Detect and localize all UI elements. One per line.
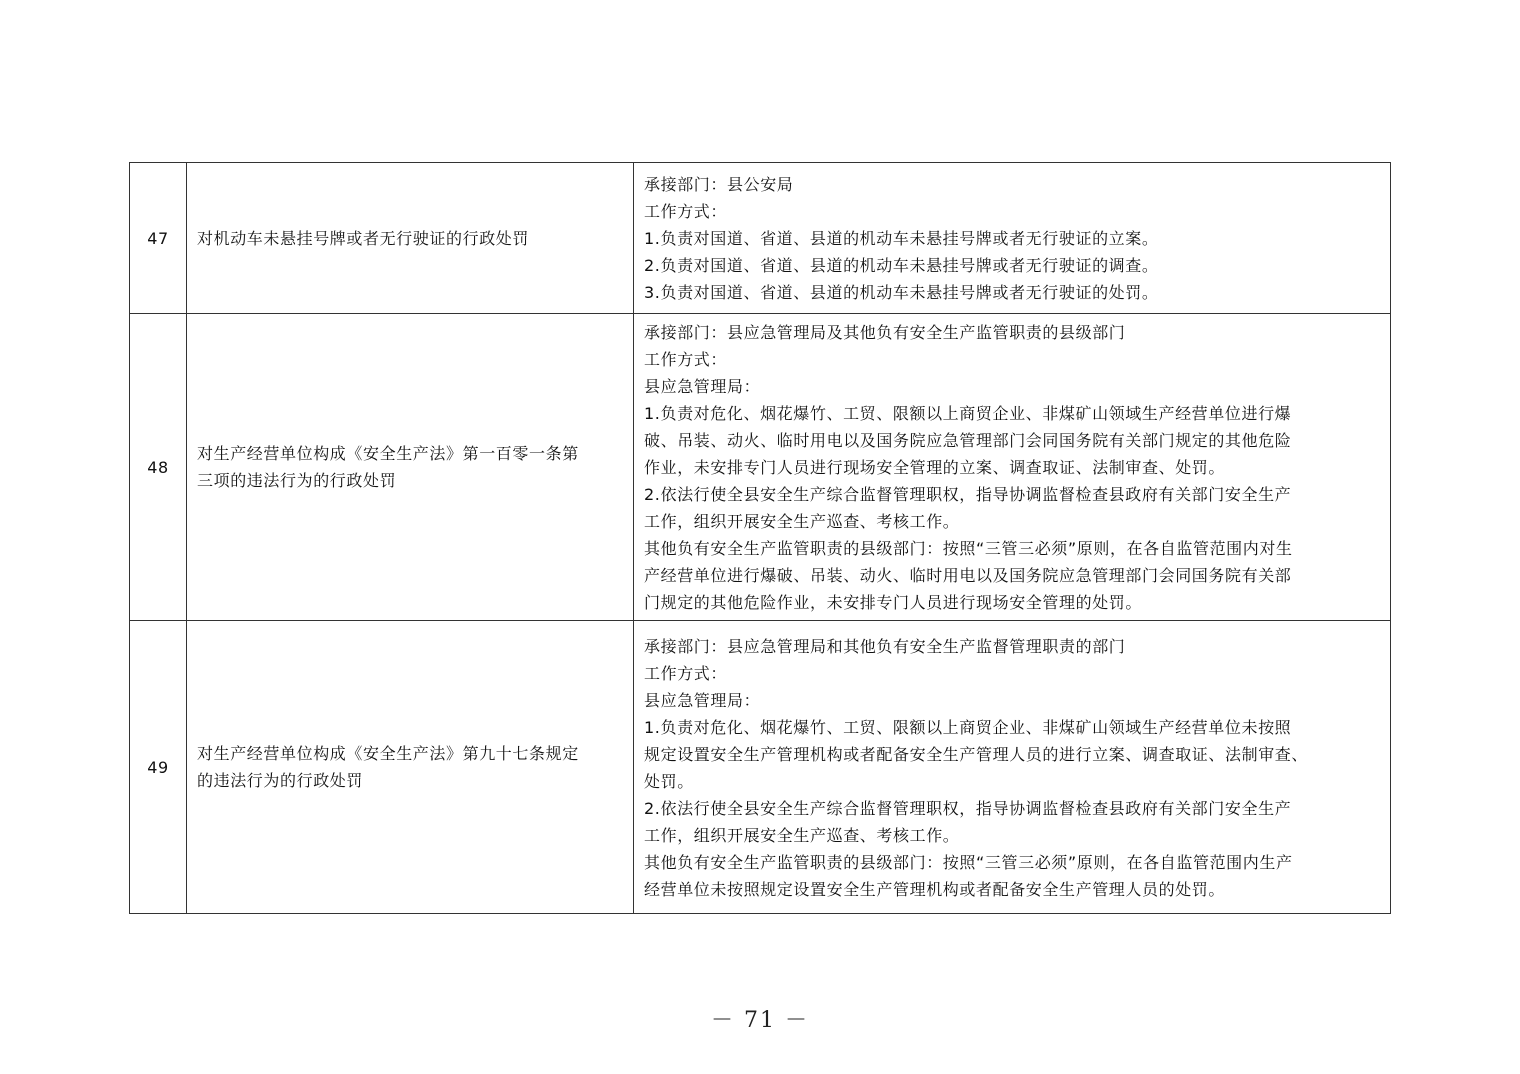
desc-line: 2.依法行使全县安全生产综合监督管理职权，指导协调监督检查县政府有关部门安全生产 [644,798,1292,818]
item-name-line: 对生产经营单位构成《安全生产法》第一百零一条第 [197,444,579,463]
desc-line: 工作，组织开展安全生产巡查、考核工作。 [644,825,960,845]
table-row [130,314,1391,621]
desc-line: 2.依法行使全县安全生产综合监督管理职权，指导协调监督检查县政府有关部门安全生产 [644,485,1292,504]
desc-line: 其他负有安全生产监管职责的县级部门：按照“三管三必须”原则，在各自监管范围内对生 [644,539,1293,558]
table-row [130,163,1391,314]
item-name [187,621,634,914]
desc-line: 规定设置安全生产管理机构或者配备安全生产管理人员的进行立案、调查取证、法制审查、 [644,744,1309,764]
desc-line: 门规定的其他危险作业，未安排专门人员进行现场安全管理的处罚。 [644,593,1143,612]
desc-line: 县应急管理局： [644,690,761,710]
desc-line: 1.负责对危化、烟花爆竹、工贸、限额以上商贸企业、非煤矿山领域生产经营单位进行爆 [644,404,1292,423]
row-number: 47 [130,163,187,314]
item-name [187,314,634,621]
item-name [187,163,634,314]
desc-line: 产经营单位进行爆破、吊装、动火、临时用电以及国务院应急管理部门会同国务院有关部 [644,566,1292,585]
desc-line: 经营单位未按照规定设置安全生产管理机构或者配备安全生产管理人员的处罚。 [644,879,1226,899]
desc-line: 承接部门：县公安局 [644,175,794,194]
item-description [634,314,1391,621]
desc-line: 工作方式： [644,663,728,683]
desc-line: 工作，组织开展安全生产巡查、考核工作。 [644,512,960,531]
table-row [130,621,1391,914]
desc-line: 县应急管理局： [644,377,761,396]
item-name-line: 三项的违法行为的行政处罚 [197,471,397,490]
desc-line: 承接部门：县应急管理局和其他负有安全生产监督管理职责的部门 [644,636,1126,656]
row-number: 48 [130,314,187,621]
item-name-line: 对机动车未悬挂号牌或者无行驶证的行政处罚 [197,228,530,248]
desc-line: 2.负责对国道、省道、县道的机动车未悬挂号牌或者无行驶证的调查。 [644,256,1159,275]
items-table [129,162,1391,914]
desc-line: 作业，未安排专门人员进行现场安全管理的立案、调查取证、法制审查、处罚。 [644,458,1226,477]
page-number: － 71 － [711,1008,809,1033]
desc-line: 处罚。 [644,771,694,791]
desc-line: 1.负责对危化、烟花爆竹、工贸、限额以上商贸企业、非煤矿山领域生产经营单位未按照 [644,717,1292,737]
desc-line: 承接部门：县应急管理局及其他负有安全生产监管职责的县级部门 [644,323,1126,342]
desc-line: 1.负责对国道、省道、县道的机动车未悬挂号牌或者无行驶证的立案。 [644,229,1159,248]
desc-line: 其他负有安全生产监管职责的县级部门：按照“三管三必须”原则，在各自监管范围内生产 [644,852,1293,872]
desc-line: 工作方式： [644,202,728,221]
desc-line: 3.负责对国道、省道、县道的机动车未悬挂号牌或者无行驶证的处罚。 [644,283,1159,302]
item-description [634,621,1391,914]
item-name-line: 对生产经营单位构成《安全生产法》第九十七条规定 [197,744,579,763]
item-name-line: 的违法行为的行政处罚 [197,771,364,790]
desc-line: 破、吊装、动火、临时用电以及国务院应急管理部门会同国务院有关部门规定的其他危险 [644,431,1292,450]
item-description [634,163,1391,314]
desc-line: 工作方式： [644,350,728,369]
row-number: 49 [130,621,187,914]
